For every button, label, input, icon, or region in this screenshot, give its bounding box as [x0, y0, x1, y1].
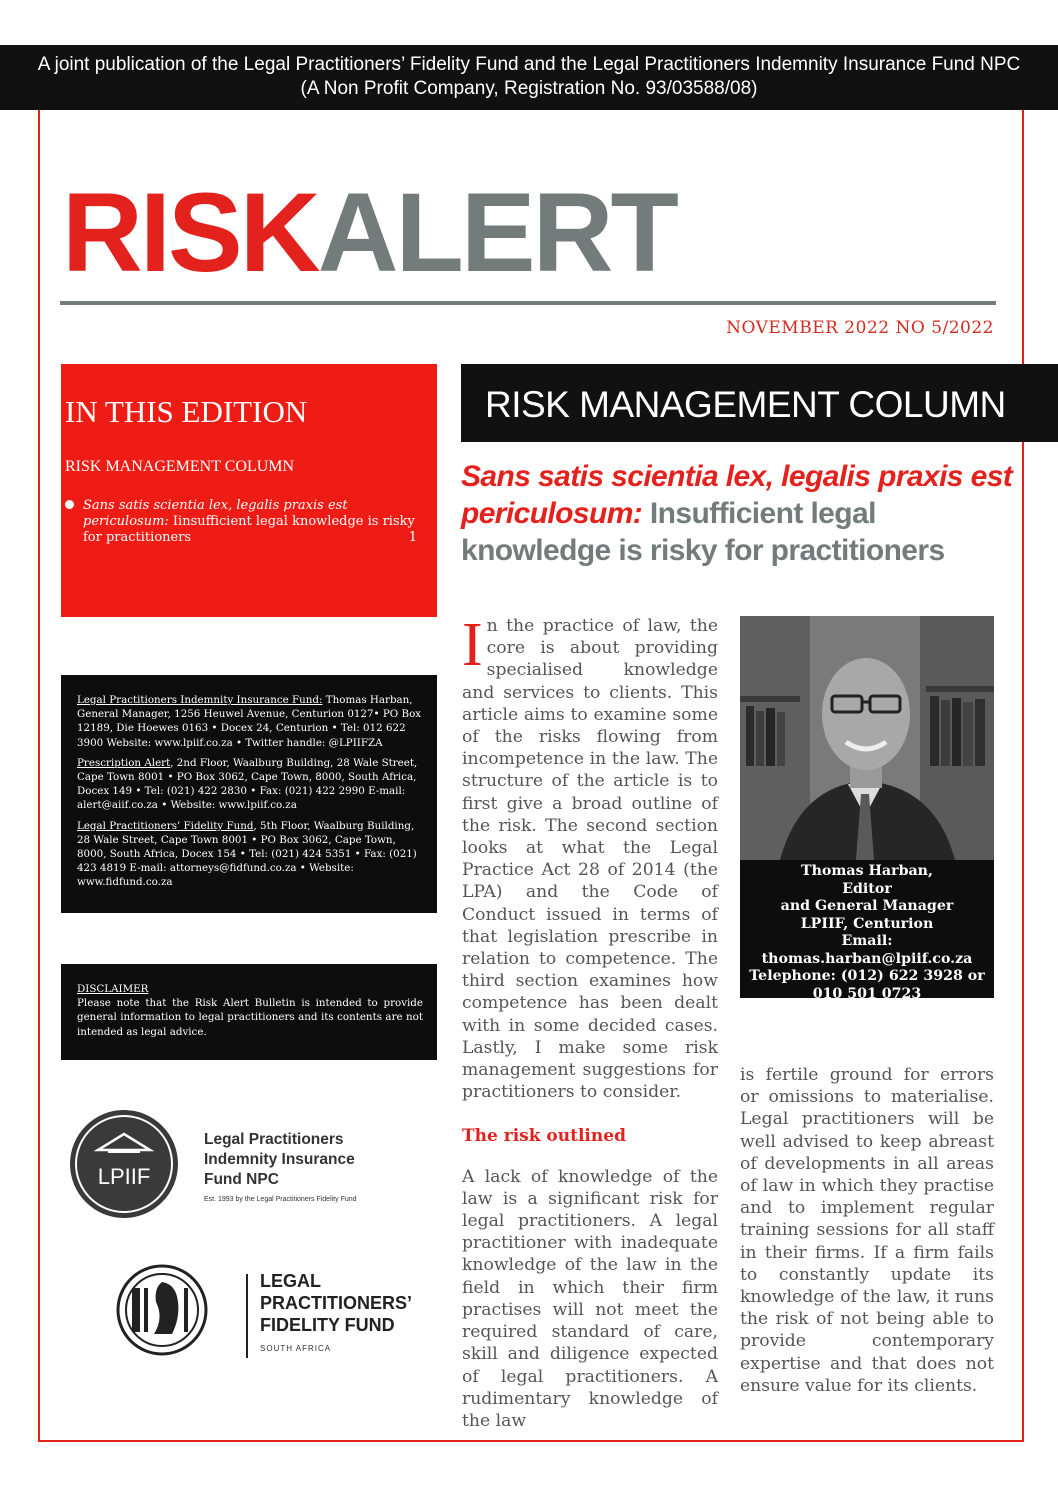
lpiif-logo	[68, 1108, 408, 1218]
article-subhead: The risk outlined	[462, 1126, 626, 1147]
author-caption	[740, 860, 994, 1002]
fidelity-fund-logo	[106, 1258, 446, 1368]
author-phone-1: Telephone: (012) 622 3928 or	[749, 968, 985, 984]
lpiif-contact-details: Thomas Harban, General Manager, 1256 Heuwel Avenue, Centurion 0127• PO Box 12189, Die Hoewes 0163 • Docex 24, Centurion • Tel: 012 622 3900 Website: www.lpiif.co.za • Twitter handle: @LPIIFZA	[77, 694, 422, 749]
edition-item-page: 1	[408, 530, 417, 545]
article-para-2: A lack of knowledge of the law is a significant risk for legal practitioners. A legal practitioner with inadequate knowledge of the law in the field in which their firm practises will not meet the required standard of care, skill and diligence expected of legal practitioners. A rudimentary knowledge of the law	[462, 1166, 718, 1431]
lpiif-emblem-icon	[68, 1108, 180, 1220]
lpiif-line-2: Indemnity Insurance	[204, 1151, 355, 1168]
masthead-title	[62, 170, 676, 295]
edition-item-english: Iinsufficient legal knowledge is risky for practitioners	[83, 514, 415, 545]
lpiif-line-1: Legal Practitioners	[204, 1131, 344, 1148]
fidelity-fund-name: Legal Practitioners’ Fidelity Fund	[77, 819, 254, 832]
lpiif-mark: LPIIF	[97, 1164, 151, 1189]
ff-line-1: LEGAL	[260, 1271, 321, 1291]
masthead-rule	[60, 301, 996, 305]
contacts-panel	[61, 675, 437, 913]
edition-title: IN THIS EDITION	[65, 394, 308, 429]
column-title: RISK MANAGEMENT COLUMN	[461, 364, 1058, 442]
article-column-1	[462, 611, 718, 1432]
disclaimer-title: DISCLAIMER	[77, 983, 149, 995]
edition-section: RISK MANAGEMENT COLUMN	[65, 458, 295, 475]
article-headline	[461, 458, 1021, 569]
issue-date: NOVEMBER 2022 NO 5/2022	[726, 318, 994, 338]
bullet-icon	[65, 500, 74, 509]
in-this-edition-panel	[61, 364, 437, 617]
masthead-alert: ALERT	[317, 170, 676, 295]
article-intro: n the practice of law, the core is about providing specialised knowledge and services to clients. This article aims to examine some of the risks flowing from incompetence in the law. The structure of the article is to first give a broad outline of the risk. The second section looks at what the Legal Practice Act 28 of 2014 (the LPA) and the Code of Conduct issued in terms of that legislation prescribe in relation to competence. The third section examines how competence has been dealt with in some decided cases. Lastly, I make some risk management suggestions for practitioners to consider.	[462, 616, 718, 1103]
lpiif-wordmark	[204, 1130, 355, 1190]
lpiif-tagline: Est. 1993 by the Legal Practitioners Fidelity Fund	[204, 1196, 357, 1203]
article-para-2-continued: is fertile ground for errors or omissions to materialise. Legal practitioners will be well advised to keep abreast of developments in all areas of law in which they practise and to implement regular training sessions for all staff in their firms. If a firm fails to constantly update its knowledge of the law, it runs the risk of not being able to provide contemporary expertise and that does not ensure value for its clients.	[740, 1065, 994, 1396]
disclaimer-text: Please note that the Risk Alert Bulletin is intended to provide general information to legal practitioners and its contents are not intended as legal advice.	[77, 997, 423, 1038]
author-email[interactable]: Email: thomas.harban@lpiif.co.za	[761, 933, 973, 967]
author-role-1: Editor	[842, 880, 892, 897]
logo-divider	[246, 1274, 248, 1358]
masthead-risk: RISK	[62, 170, 318, 295]
author-portrait-icon	[740, 616, 994, 860]
fidelity-fund-details: , 5th Floor, Waalburg Building, 28 Wale Street, Cape Town 8001 • PO Box 3062, Cape Town, 8000, South Africa, Docex 154 • Tel: (021) 424 5351 • Fax: (021) 423 4819 E-mail: attorneys@fidfund.co.za • Website: www.fidfund.co.za	[77, 819, 417, 889]
author-phone-2: 010 501 0723	[812, 985, 922, 1002]
ff-line-3: FIDELITY FUND	[260, 1315, 395, 1335]
fidelity-fund-wordmark	[260, 1270, 412, 1336]
ff-line-4: SOUTH AFRICA	[260, 1344, 332, 1353]
edition-item-latin: Sans satis scientia lex, legalis praxis est periculosum:	[83, 498, 348, 529]
prescription-alert-name: Prescription Alert	[77, 756, 171, 769]
author-name: Thomas Harban,	[801, 863, 933, 879]
drop-cap: I	[462, 611, 483, 679]
headline-latin: Sans satis scientia lex, legalis praxis est periculosum:	[461, 460, 1013, 530]
publication-line-2: (A Non Profit Company, Registration No. 93/03588/08)	[300, 78, 758, 99]
author-role-2: and General Manager	[780, 898, 954, 914]
fidelity-fund-seal-icon	[106, 1258, 218, 1370]
lpiif-line-3: Fund NPC	[204, 1171, 279, 1188]
author-org: LPIIF, Centurion	[800, 915, 934, 932]
lpiif-contact-name: Legal Practitioners Indemnity Insurance Fund:	[77, 694, 323, 706]
prescription-alert-details: , 2nd Floor, Waalburg Building, 28 Wale Street, Cape Town 8001 • PO Box 3062, Cape Town, 8000, South Africa, Docex 149 • Tel: (021) 422 2830 • Fax: (021) 422 2990 E-mail: alert@aiif.co.za • Website: www.lpiif.co.za	[77, 756, 418, 812]
publication-line-1: A joint publication of the Legal Practitioners’ Fidelity Fund and the Legal Practitioners Indemnity Insurance Fund NPC	[37, 54, 1021, 75]
disclaimer-panel	[61, 964, 437, 1060]
article-column-2	[740, 1064, 994, 1397]
ff-line-2: PRACTITIONERS’	[260, 1293, 413, 1313]
edition-item[interactable]	[65, 498, 425, 546]
headline-english: Insufficient legal knowledge is risky for practitioners	[461, 497, 945, 567]
author-photo	[740, 616, 994, 860]
publication-banner	[0, 45, 1058, 110]
